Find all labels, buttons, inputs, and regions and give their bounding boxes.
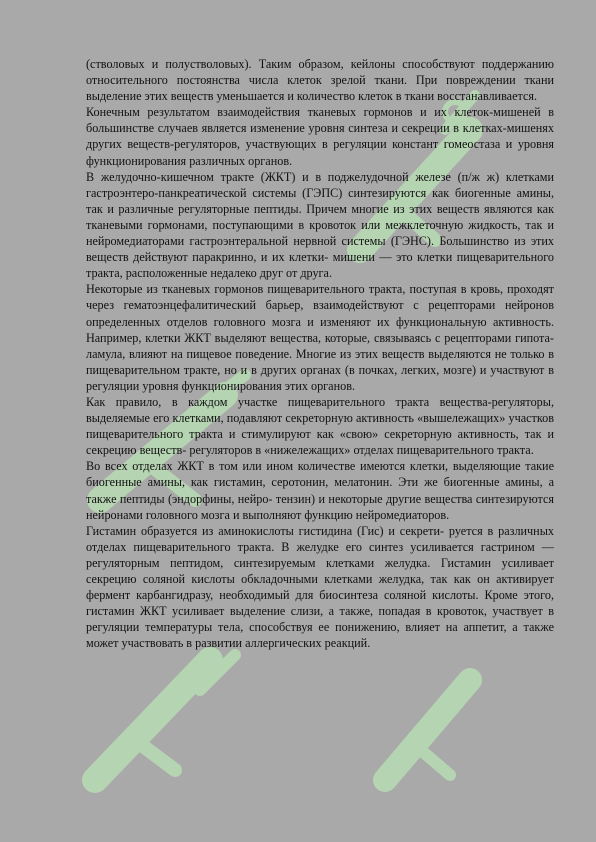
paragraph-6: Во всех отделах ЖКТ в том или ином количестве имеются клетки, выделяющие такие биогенные амины, как гистамин, серотонин, мелатонин. Эти же биогенные амины, а также пептиды (эндорфины, нейро- тензин) и некоторые другие вещества синтезируются нейронами головного мозга и выполняют функцию нейромедиаторов. bbox=[86, 459, 554, 522]
document-body bbox=[86, 56, 554, 651]
paragraph-7: Гистамин образуется из аминокислоты гистидина (Гис) и секрети- руется в различных отделах пищеварительного тракта. В желудке его синтез усиливается гастрином — регуляторным пептидом, синтезируемым клетками желудка. Гистамин усиливает секрецию соляной кислоты обкладочными клетками желудка, так как он активирует фермент карбангидразу, необходимый для биосинтеза соляной кислоты. Кроме этого, гистамин ЖКТ усиливает выделение слизи, а также, попадая в кровоток, участвует в регуляции температуры тела, способствуя ее понижению, влияет на аппетит, а также может участвовать в развитии аллергических реакций. bbox=[86, 523, 554, 651]
watermark-mark-bottom-right bbox=[385, 680, 470, 780]
paragraph-3: В желудочно-кишечном тракте (ЖКТ) и в поджелудочной железе (п/ж ж) клетками гастроэнтеро-панкреатической системы (ГЭПС) синтезируются как биогенные амины, так и различные регуляторные пептиды. Причем многие из этих веществ являются как тканевыми гормонами, поступающими в кровоток или межклеточную жидкость, так и нейромедиаторами гастроэнтеральной нервной системы (ГЭНС). Большинство из этих веществ действуют паракринно, и их клетки- мишени — это клетки пищеварительного тракта, расположенные недалеко друг от друга. bbox=[86, 169, 554, 281]
paragraph-1: (стволовых и полустволовых). Таким образом, кейлоны способствуют поддержанию относительного постоянства числа клеток зрелой ткани. При повреждении ткани выделение этих веществ уменьшается и количество клеток в ткани восстанавливается. bbox=[86, 57, 554, 104]
paragraph-5: Как правило, в каждом участке пищеварительного тракта вещества-регуляторы, выделяемые его клетками, подавляют секреторную активность «вышележащих» участков пищеварительного тракта и стимулируют как «свою» секреторную активность, так и секрецию веществ- регуляторов в «нижележащих» отделах пищеварительного тракта. bbox=[86, 394, 554, 458]
paragraph-2: Конечным результатом взаимодействия тканевых гормонов и их клеток-мишеней в большинстве случаев является изменение уровня синтеза и секреции в клетках-мишенях других веществ-регуляторов, участвующих в регуляции констант гомеостаза и уровня функционирования различных органов. bbox=[86, 105, 554, 168]
watermark-mark-bottom-left bbox=[95, 655, 235, 780]
paragraph-4: Некоторые из тканевых гормонов пищеварительного тракта, поступая в кровь, проходят через гематоэнцефалитический барьер, взаимодействуют с рецепторами нейронов определенных отделов головного мозга и изменяют их функциональную активность. Например, клетки ЖКТ выделяют вещества, которые, связываясь с рецепторами гипота- ламула, влияют на пищевое поведение. Многие из этих веществ выделяются не только в пищеварительном тракте, но и в других органах (в почках, легких, мозге) и участвуют в регуляции уровня функционирования этих органов. bbox=[86, 282, 554, 393]
